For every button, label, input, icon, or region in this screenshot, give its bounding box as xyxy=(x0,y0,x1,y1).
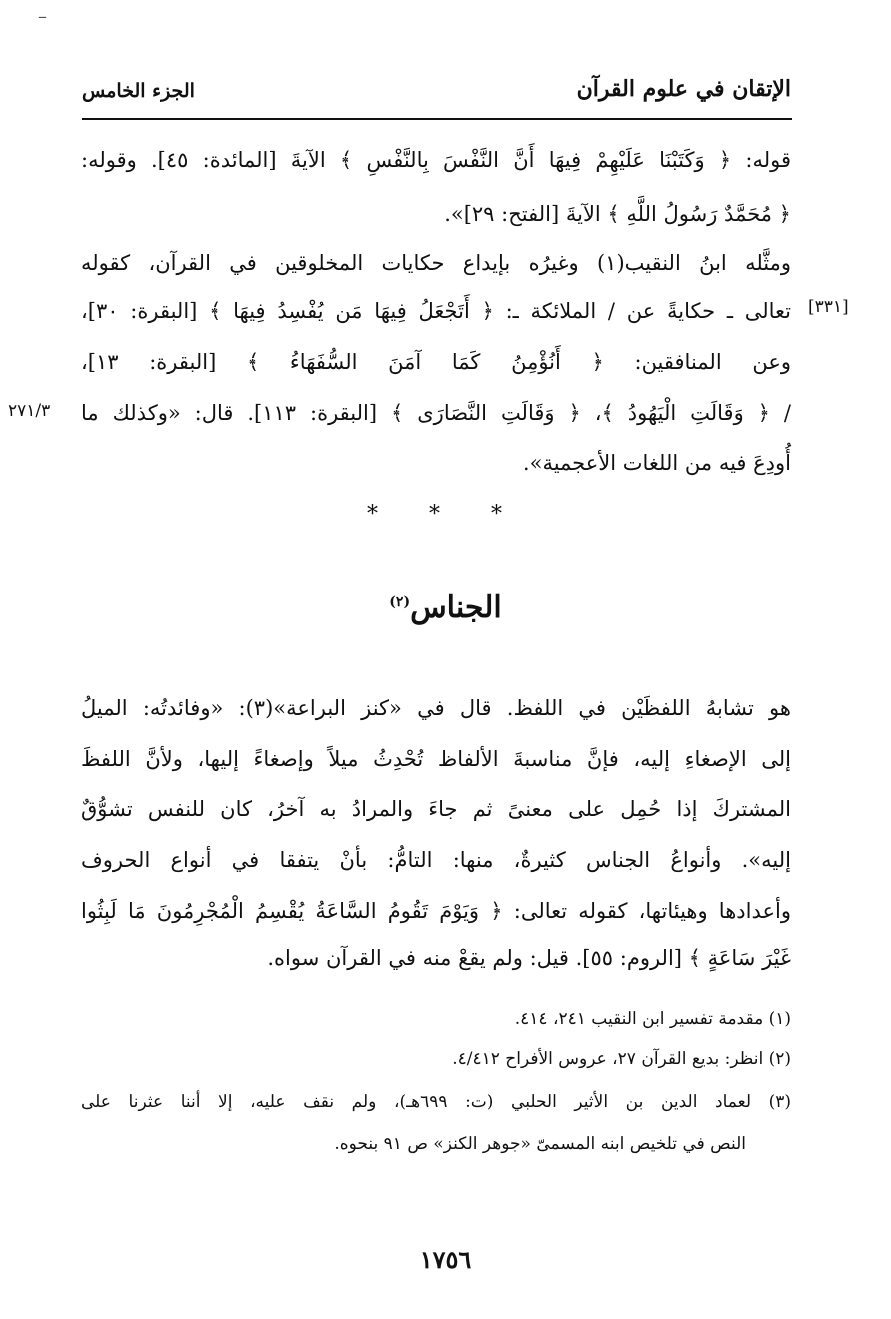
footnote: (٢) انظر: بديع القرآن ٢٧، عروس الأفراح ٤/٤١٢. xyxy=(452,1049,791,1069)
corner-mark: – xyxy=(38,6,47,27)
body-line: أُودِعَ فيه من اللغات الأعجمية». xyxy=(522,451,791,475)
body-line: وعن المنافقين: ﴿ أَنُؤْمِنُ كَمَا آمَنَ السُّفَهَاءُ ﴾ [البقرة: ١٣]، xyxy=(81,350,791,374)
section-line: إليه». وأنواعُ الجناس كثيرةٌ، منها: التامُّ: بأنْ يتفقا في أنواع الحروف xyxy=(81,848,791,872)
section-line: غَيْرَ سَاعَةٍ ﴾ [الروم: ٥٥]. قيل: ولم يقعْ منه في القرآن سواه. xyxy=(267,946,791,970)
running-header-volume: الجزء الخامس xyxy=(82,80,195,102)
footnote: (١) مقدمة تفسير ابن النقيب ٢٤١، ٤١٤. xyxy=(514,1009,791,1029)
margin-reference: [٣٣١] xyxy=(808,297,849,317)
body-line: قوله: ﴿ وَكَتَبْنَا عَلَيْهِمْ فِيهَا أَنَّ النَّفْسَ بِالنَّفْسِ ﴾ الآيةَ [المائدة: ٤٥]. وقوله: xyxy=(81,148,791,172)
body-line: تعالى ـ حكايةً عن / الملائكة ـ: ﴿ أَتَجْعَلُ فِيهَا مَن يُفْسِدُ فِيهَا ﴾ [البقرة: ٣٠]، xyxy=(81,299,791,323)
body-line: ومثَّله ابنُ النقيب(١) وغيرُه بإيداع حكايات المخلوقين في القرآن، كقوله xyxy=(81,251,792,275)
footnote-continuation: النص في تلخيص ابنه المسمىّ «جوهر الكنز» ص ٩١ بنحوه. xyxy=(334,1134,746,1154)
footnote: (٣) لعماد الدين بن الأثير الحلبي (ت: ٦٩٩هـ)، ولم نقف عليه، إلا أننا عثرنا على xyxy=(81,1092,792,1112)
body-line: ﴿ مُحَمَّدٌ رَسُولُ اللَّهِ ﴾ الآيةَ [الفتح: ٢٩]». xyxy=(444,202,791,226)
section-line: هو تشابهُ اللفظَيْن في اللفظ. قال في «كنز البراعة»(٣): «وفائدتُه: الميلُ xyxy=(81,696,791,720)
margin-reference: ٢٧١/٣ xyxy=(8,401,51,421)
body-line: / ﴿ وَقَالَتِ الْيَهُودُ ﴾، ﴿ وَقَالَتِ النَّصَارَى ﴾ [البقرة: ١١٣]. قال: «وكذلك ما xyxy=(81,401,791,425)
section-separator: * * * xyxy=(367,502,524,527)
section-line: وأعدادها وهيئاتها، كقوله تعالى: ﴿ وَيَوْمَ تَقُومُ السَّاعَةُ يُقْسِمُ الْمُجْرِمُونَ مَا لَبِثُوا xyxy=(81,899,791,923)
section-heading-title: الجناس xyxy=(410,590,502,625)
section-heading xyxy=(0,590,891,625)
running-header-book-title: الإتقان في علوم القرآن xyxy=(576,76,791,102)
page-number: ١٧٥٦ xyxy=(419,1245,472,1274)
section-line: إلى الإصغاءِ إليه، فإنَّ مناسبةَ الألفاظ تُحْدِثُ ميلاً وإصغاءً إليها، ولأنَّ اللفظَ xyxy=(81,747,791,771)
section-heading-footnote-marker: (٢) xyxy=(389,594,411,610)
header-divider xyxy=(82,118,792,120)
section-line: المشتركَ إذا حُمِل على معنىً ثم جاءَ والمرادُ به آخرُ، كان للنفس تشوُّقٌ xyxy=(81,797,791,821)
